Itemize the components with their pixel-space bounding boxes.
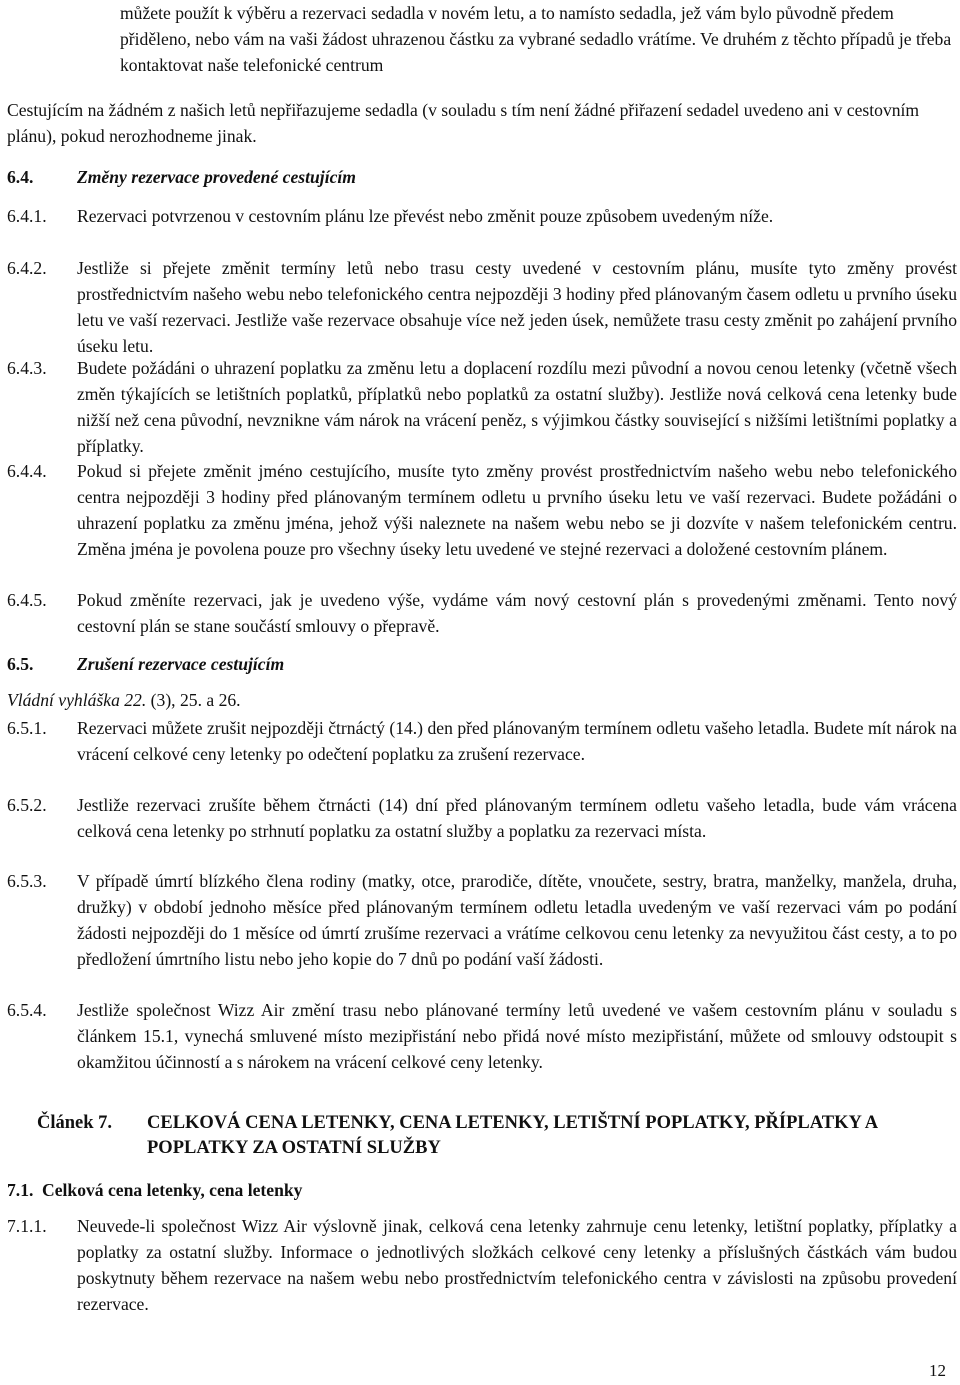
legal-reference (7, 687, 241, 713)
clause-6-5-1 (7, 715, 957, 767)
section-heading-6-4 (7, 164, 356, 190)
clause-text: Jestliže společnost Wizz Air změní trasu nebo plánované termíny letů uvedené ve vašem cestovním plánu v souladu s článkem 15.1, vynechá smluvené místo mezipřistání nebo přidá nové místo mezipřistání, můžete od smlouvy odstoupit s okamžitou účinností a s nárokem na vrácení celkové ceny letenky. (77, 1000, 957, 1072)
clause-text: Pokud změníte rezervaci, jak je uvedeno výše, vydáme vám nový cestovní plán s provedenými změnami. Tento nový cestovní plán se stane součástí smlouvy o přepravě. (77, 590, 957, 636)
clause-text: Jestliže rezervaci zrušíte během čtrnácti (14) dní před plánovaným termínem odletu vašeho letadla, bude vám vrácena celková cena letenky po strhnutí poplatku za ostatní služby a poplatku za rezervaci místa. (77, 795, 957, 841)
clause-number: 7.1.1. (7, 1216, 47, 1236)
clause-number: 6.4.5. (7, 590, 47, 610)
clause-number: 6.4.1. (7, 206, 47, 226)
section-title: Zrušení rezervace cestujícím (77, 654, 285, 674)
clause-number: 6.5.2. (7, 795, 47, 815)
clause-6-4-2 (7, 255, 957, 359)
clause-text: Neuvede-li společnost Wizz Air výslovně jinak, celková cena letenky zahrnuje cenu letenky, letištní poplatky, příplatky a poplatky za ostatní služby. Informace o jednotlivých složkách celkové ceny letenky a příslušných částkách vám budou poskytnuty během rezervace na našem webu nebo prostřednictvím telefonického centra v závislosti na způsobu provedení rezervace. (77, 1216, 957, 1314)
subsection-number: 7.1. (7, 1180, 34, 1200)
subsection-heading (7, 1177, 302, 1203)
article-title: CELKOVÁ CENA LETENKY, CENA LETENKY, LETIŠTNÍ POPLATKY, PŘÍPLATKY A POPLATKY ZA OSTATNÍ SLUŽBY (147, 1113, 878, 1158)
clause-6-4-5 (7, 587, 957, 639)
section-number: 6.4. (7, 167, 34, 187)
clause-6-4-3 (7, 355, 957, 459)
clause-text: Rezervaci potvrzenou v cestovním plánu lze převést nebo změnit pouze způsobem uvedeným níže. (77, 206, 774, 226)
continuation-paragraph: můžete použít k výběru a rezervaci sedadla v novém letu, a to namísto sedadla, jež vám bylo původně předem přiděleno, nebo vám na vaši žádost uhrazenou částku za vybrané sedadlo vrátíme. Ve druhém z těchto případů je třeba kontaktovat naše telefonické centrum (120, 3, 952, 75)
section-title: Změny rezervace provedené cestujícím (77, 167, 356, 187)
legal-reference-italic: Vládní vyhláška 22. (7, 690, 147, 710)
clause-text: Rezervaci můžete zrušit nejpozději čtrnáctý (14.) den před plánovaným termínem odletu vašeho letadla. Budete mít nárok na vrácení celkové ceny letenky po odečtení poplatku za zrušení rezervace. (77, 718, 957, 764)
clause-number: 6.4.2. (7, 258, 47, 278)
clause-number: 6.5.1. (7, 718, 47, 738)
clause-number: 6.5.4. (7, 1000, 47, 1020)
intro-paragraph: Cestujícím na žádném z našich letů nepřiřazujeme sedadla (v souladu s tím není žádné přiřazení sedadel uvedeno ani v cestovním plánu), pokud nerozhodneme jinak. (7, 100, 920, 146)
clause-6-5-2 (7, 792, 957, 844)
section-heading-6-5 (7, 651, 284, 677)
clause-number: 6.4.4. (7, 461, 47, 481)
clause-6-4-1 (7, 203, 957, 229)
article-label: Článek 7. (37, 1113, 113, 1133)
clause-number: 6.5.3. (7, 871, 47, 891)
clause-number: 6.4.3. (7, 358, 47, 378)
clause-6-5-4 (7, 997, 957, 1075)
clause-text: Jestliže si přejete změnit termíny letů nebo trasu cesty uvedené v cestovním plánu, musíte tyto změny provést prostřednictvím našeho webu nebo telefonického centra nejpozději 3 hodiny před plánovaným časem odletu u prvního úseku letu ve vaší rezervaci. Jestliže vaše rezervace obsahuje více než jeden úsek, nemůžete trasu cesty změnit po zahájení prvního úseku letu. (77, 258, 957, 356)
page-number: 12 (929, 1361, 946, 1380)
clause-6-4-4 (7, 458, 957, 562)
clause-6-5-3 (7, 868, 957, 972)
clause-text: Budete požádáni o uhrazení poplatku za změnu letu a doplacení rozdílu mezi původní a novou cenou letenky (včetně všech změn týkajících se letištních poplatků, příplatků nebo poplatků za ostatní služby). Jestliže nová celková cena letenky bude nižší než cena původní, nevznikne vám nárok na vrácení peněz, s výjimkou částky související s nižšími letištními poplatky a příplatky. (77, 358, 957, 456)
clause-7-1-1 (7, 1213, 957, 1317)
section-number: 6.5. (7, 654, 34, 674)
legal-reference-rest: (3), 25. a 26. (146, 690, 241, 710)
subsection-title: Celková cena letenky, cena letenky (42, 1180, 303, 1200)
clause-text: V případě úmrtí blízkého člena rodiny (matky, otce, prarodiče, dítěte, vnoučete, sestry, bratra, manželky, manžela, druha, družky) v období jednoho měsíce před plánovaným termínem odletu letadla uvedeným ve vaší rezervaci vám po podání žádosti nejpozději do 1 měsíce od úmrtí zrušíme rezervaci a vrátíme celkovou cenu letenky za nevyužitou část cesty, a to po předložení úmrtního listu nebo jeho kopie do 7 dnů po podání vaší žádosti. (77, 871, 957, 969)
clause-text: Pokud si přejete změnit jméno cestujícího, musíte tyto změny provést prostřednictvím našeho webu nebo telefonického centra nejpozději 3 hodiny před plánovaným termínem odletu u prvního úseku letu ve vaší rezervaci. Budete požádáni o uhrazení poplatku za změnu jména, jehož výši naleznete na našem webu nebo se ji dozvíte v našem telefonickém centru. Změna jména je povolena pouze pro všechny úseky letu uvedené ve stejné rezervaci a doložené cestovním plánem. (77, 461, 957, 559)
